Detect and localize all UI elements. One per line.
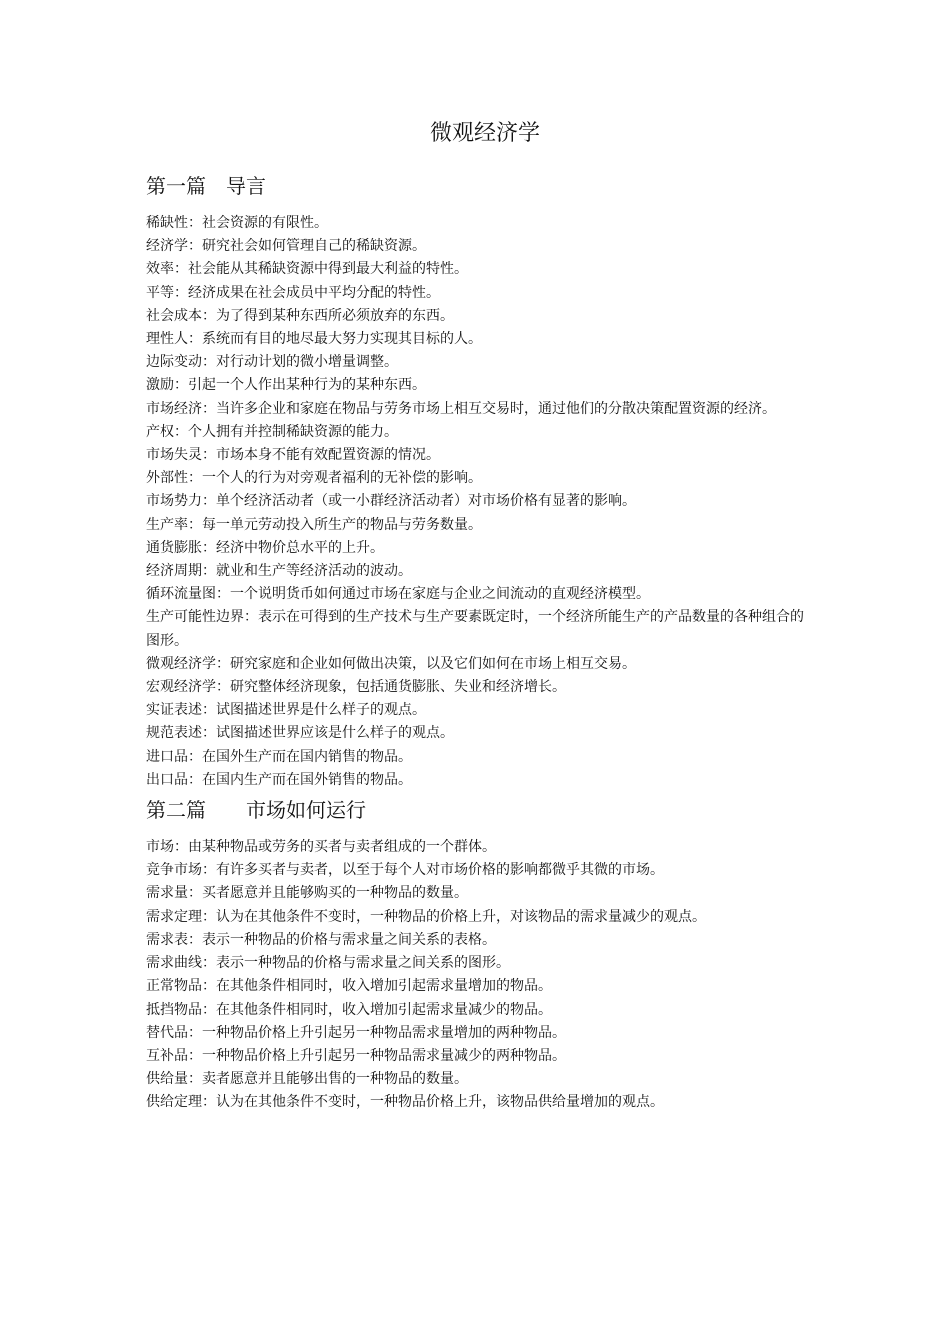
term-definition: 市场：由某种物品或劳务的买者与卖者组成的一个群体。 — [146, 839, 496, 856]
document-title: 微观经济学 — [429, 121, 540, 146]
section-heading: 第二篇 市场如何运行 — [146, 798, 366, 823]
term-definition: 抵挡物品：在其他条件相同时，收入增加引起需求量减少的物品。 — [146, 1001, 552, 1018]
term-definition: 需求量：买者愿意并且能够购买的一种物品的数量。 — [146, 885, 468, 902]
term-definition: 激励：引起一个人作出某种行为的某种东西。 — [146, 377, 426, 394]
term-definition: 市场失灵：市场本身不能有效配置资源的情况。 — [146, 447, 440, 464]
section-heading: 第一篇 导言 — [146, 174, 266, 198]
term-list — [146, 836, 814, 1114]
term-definition: 外部性：一个人的行为对旁观者福利的无补偿的影响。 — [146, 470, 482, 487]
term-definition: 市场经济：当许多企业和家庭在物品与劳务市场上相互交易时，通过他们的分散决策配置资源的经济。 — [146, 400, 776, 417]
term-definition: 互补品：一种物品价格上升引起另一种物品需求量减少的两种物品。 — [146, 1047, 566, 1064]
term-definition: 边际变动：对行动计划的微小增量调整。 — [146, 354, 398, 371]
term-definition: 理性人：系统而有目的地尽最大努力实现其目标的人。 — [146, 331, 482, 348]
term-definition: 供给量：卖者愿意并且能够出售的一种物品的数量。 — [146, 1071, 468, 1088]
term-definition: 替代品：一种物品价格上升引起另一种物品需求量增加的两种物品。 — [146, 1024, 566, 1041]
term-definition: 经济学：研究社会如何管理自己的稀缺资源。 — [146, 238, 426, 255]
term-definition: 经济周期：就业和生产等经济活动的波动。 — [146, 563, 412, 580]
term-definition: 实证表述：试图描述世界是什么样子的观点。 — [146, 702, 426, 719]
term-definition: 需求曲线：表示一种物品的价格与需求量之间关系的图形。 — [146, 955, 510, 972]
term-definition: 生产可能性边界：表示在可得到的生产技术与生产要素既定时，一个经济所能生产的产品数量的各种组合的图形。 — [146, 609, 804, 649]
term-definition: 效率：社会能从其稀缺资源中得到最大利益的特性。 — [146, 261, 468, 278]
term-definition: 需求定理：认为在其他条件不变时，一种物品的价格上升，对该物品的需求量减少的观点。 — [146, 908, 706, 925]
term-definition: 正常物品：在其他条件相同时，收入增加引起需求量增加的物品。 — [146, 978, 552, 995]
term-definition: 供给定理：认为在其他条件不变时，一种物品价格上升，该物品供给量增加的观点。 — [146, 1094, 664, 1111]
term-definition: 进口品：在国外生产而在国内销售的物品。 — [146, 748, 412, 765]
term-definition: 循环流量图：一个说明货币如何通过市场在家庭与企业之间流动的直观经济模型。 — [146, 586, 650, 603]
term-definition: 通货膨胀：经济中物价总水平的上升。 — [146, 539, 384, 556]
term-definition: 社会成本：为了得到某种东西所必须放弃的东西。 — [146, 307, 454, 324]
term-definition: 生产率：每一单元劳动投入所生产的物品与劳务数量。 — [146, 516, 482, 533]
term-definition: 规范表述：试图描述世界应该是什么样子的观点。 — [146, 725, 454, 742]
section-how-markets-work — [146, 796, 814, 1114]
term-definition: 竞争市场：有许多买者与卖者，以至于每个人对市场价格的影响都微乎其微的市场。 — [146, 862, 664, 879]
term-definition: 产权：个人拥有并控制稀缺资源的能力。 — [146, 423, 398, 440]
term-definition: 微观经济学：研究家庭和企业如何做出决策，以及它们如何在市场上相互交易。 — [146, 655, 636, 672]
term-definition: 平等：经济成果在社会成员中平均分配的特性。 — [146, 284, 440, 301]
term-definition: 出口品：在国内生产而在国外销售的物品。 — [146, 771, 412, 788]
term-definition: 需求表：表示一种物品的价格与需求量之间关系的表格。 — [146, 931, 496, 948]
term-list — [146, 212, 814, 792]
term-definition: 市场势力：单个经济活动者（或一小群经济活动者）对市场价格有显著的影响。 — [146, 493, 636, 510]
term-definition: 宏观经济学：研究整体经济现象，包括通货膨胀、失业和经济增长。 — [146, 679, 566, 696]
section-introduction — [146, 172, 814, 792]
term-definition: 稀缺性：社会资源的有限性。 — [146, 215, 328, 231]
